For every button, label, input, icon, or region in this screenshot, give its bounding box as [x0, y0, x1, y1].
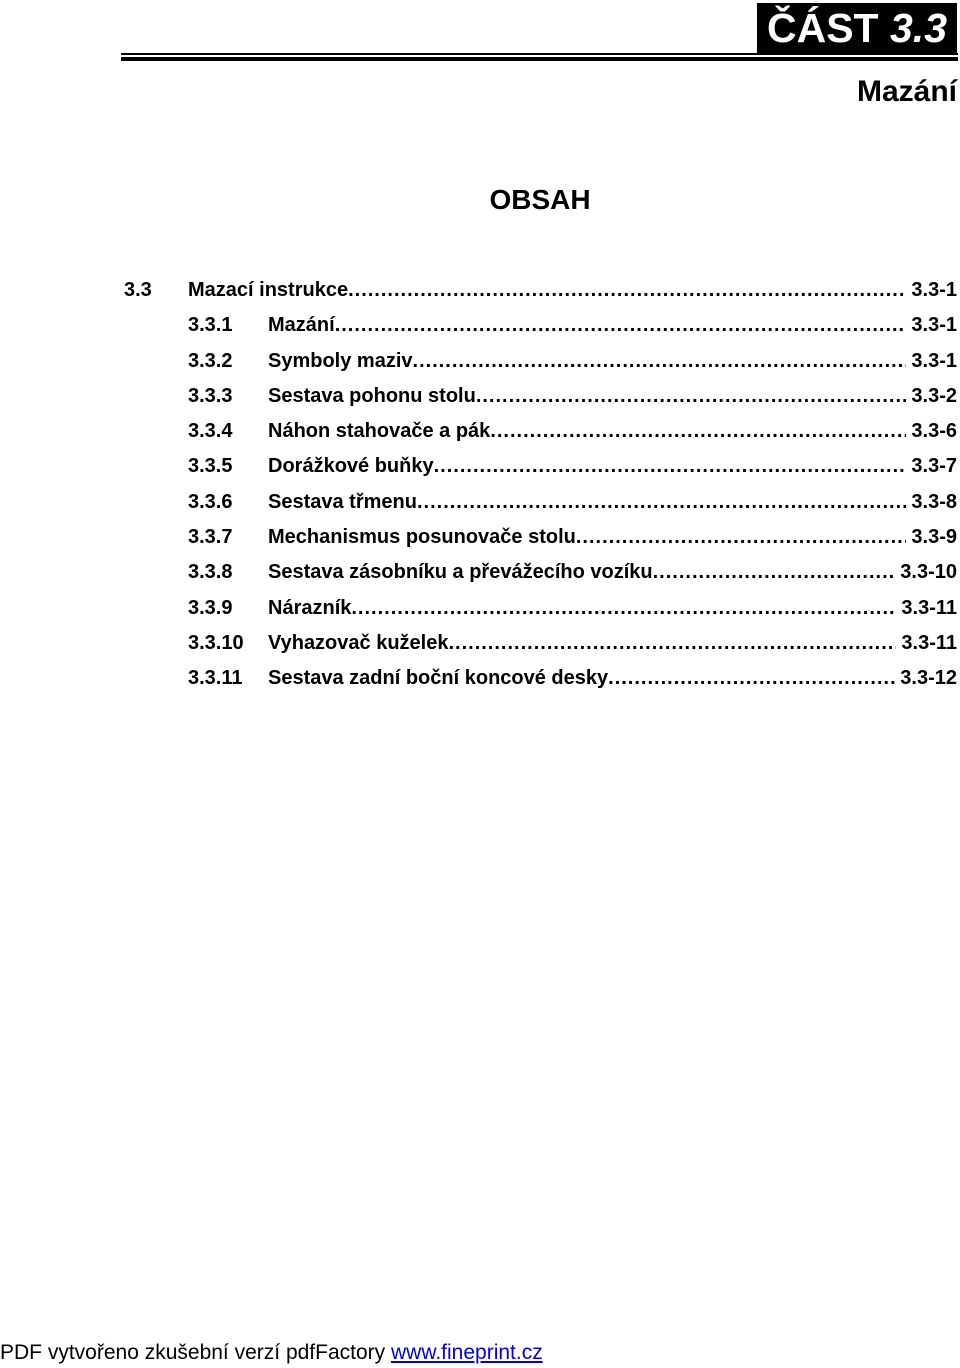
toc-entry-title: Dorážkové buňky [268, 455, 434, 478]
toc-dot-leader [434, 449, 907, 484]
toc-entry-number: 3.3.6 [188, 490, 233, 513]
toc-entry[interactable] [0, 449, 960, 484]
toc-entry-page: 3.3-2 [911, 384, 957, 407]
header-rule-thick [121, 57, 958, 61]
toc-entry-number: 3.3.3 [188, 384, 233, 407]
toc-entry[interactable] [0, 626, 960, 661]
toc-entry-leader [268, 520, 957, 555]
toc-entry-title: Náhon stahovače a pák [268, 420, 491, 443]
toc-entry-page: 3.3-1 [911, 349, 957, 372]
toc-dot-leader [413, 344, 907, 379]
toc-entry[interactable] [0, 520, 960, 555]
toc-entry[interactable] [0, 591, 960, 626]
toc-entry-title: Nárazník [268, 596, 352, 619]
toc-entry-title: Sestava zadní boční koncové desky [268, 667, 609, 690]
toc-entry-page: 3.3-10 [900, 561, 957, 584]
toc-entry-number: 3.3.2 [188, 349, 233, 372]
toc-dot-leader [335, 308, 907, 343]
toc-entry-leader [268, 485, 957, 520]
toc-entry[interactable] [0, 555, 960, 590]
toc-dot-leader [348, 273, 906, 308]
toc-entry-leader [268, 379, 957, 414]
toc-entry-leader [268, 555, 957, 590]
toc-entry[interactable] [0, 379, 960, 414]
toc-entry-leader [268, 661, 957, 696]
toc-entry[interactable] [0, 273, 960, 308]
toc-entry-number: 3.3.4 [188, 420, 233, 443]
toc-entry-page: 3.3-9 [911, 526, 957, 549]
toc-entry-leader [268, 414, 957, 449]
toc-entry-title: Sestava zásobníku a převážecího vozíku [268, 561, 653, 584]
toc-entry-title: Mazání [268, 314, 335, 337]
footer-text: PDF vytvořeno zkušební verzí pdfFactory [0, 1341, 386, 1364]
toc-entry-leader [268, 344, 957, 379]
toc-entry-title: Vyhazovač kuželek [268, 631, 449, 654]
toc-dot-leader [576, 520, 907, 555]
toc-entry-title: Mazací instrukce [188, 279, 349, 301]
toc-entry-page: 3.3-1 [911, 279, 957, 301]
toc-entry-title: Sestava pohonu stolu [268, 384, 476, 407]
toc-entry-number: 3.3.1 [188, 314, 233, 337]
toc-heading: OBSAH [489, 184, 591, 215]
toc-entry[interactable] [0, 344, 960, 379]
toc-entry-page: 3.3-11 [901, 596, 957, 619]
toc-entry-number: 3.3.8 [188, 561, 233, 584]
toc-entry[interactable] [0, 485, 960, 520]
toc-entry-page: 3.3-1 [911, 314, 957, 337]
toc-entry-page: 3.3-7 [911, 455, 957, 478]
part-label: ČÁST [766, 5, 879, 51]
toc-entry-number: 3.3.5 [188, 455, 233, 478]
toc-entry-page: 3.3-11 [901, 631, 957, 654]
toc-entry-title: Sestava třmenu [268, 490, 417, 513]
toc-entry-leader [268, 591, 957, 626]
toc-dot-leader [476, 379, 907, 414]
toc-entry-number: 3.3 [124, 279, 152, 301]
toc-dot-leader [608, 661, 895, 696]
toc-entry-leader [268, 308, 957, 343]
toc-entry-number: 3.3.10 [188, 631, 244, 654]
toc-entry-title: Mechanismus posunovače stolu [268, 526, 576, 549]
toc-entry-leader [268, 449, 957, 484]
toc-dot-leader [448, 626, 896, 661]
toc-entry[interactable] [0, 414, 960, 449]
toc-entry-title: Symboly maziv [268, 349, 413, 372]
toc-entry-number: 3.3.9 [188, 596, 233, 619]
toc-entry-number: 3.3.11 [188, 667, 243, 690]
toc-entry-leader [188, 273, 957, 308]
toc-dot-leader [653, 555, 896, 590]
toc-entry-page: 3.3-8 [911, 490, 957, 513]
toc-dot-leader [417, 485, 906, 520]
chapter-title: Mazání [856, 75, 957, 108]
header-rule-thin [121, 53, 958, 55]
toc-dot-leader [351, 591, 896, 626]
part-badge [757, 3, 957, 53]
toc-entry-number: 3.3.7 [188, 526, 233, 549]
toc-entry-leader [268, 626, 957, 661]
part-number: 3.3 [890, 5, 947, 51]
toc-entry[interactable] [0, 661, 960, 696]
pdf-watermark-footer [0, 1339, 543, 1367]
fineprint-link[interactable]: www.fineprint.cz [391, 1341, 543, 1364]
toc-dot-leader [490, 414, 906, 449]
table-of-contents [0, 273, 960, 697]
toc-entry-page: 3.3-12 [900, 667, 957, 690]
toc-entry-page: 3.3-6 [911, 420, 957, 443]
toc-entry[interactable] [0, 308, 960, 343]
